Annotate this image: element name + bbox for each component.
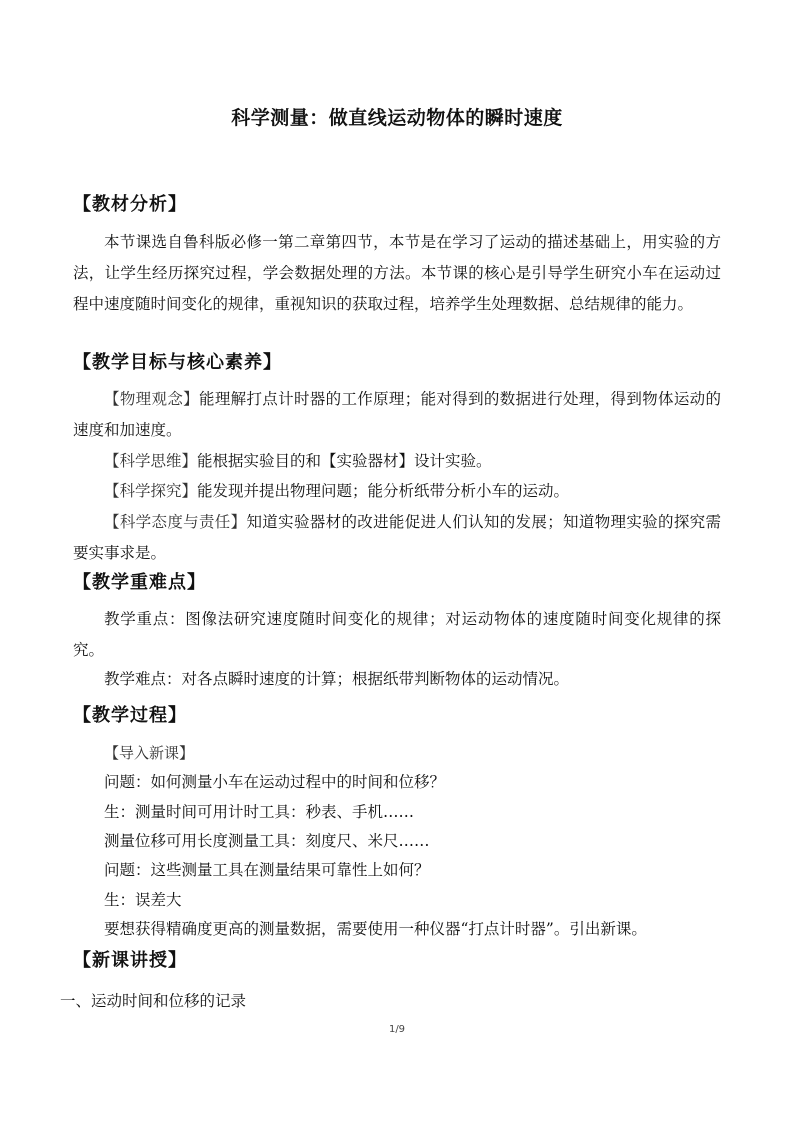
process-line: 问题：如何测量小车在运动过程中的时间和位移？ bbox=[104, 773, 446, 791]
goal-text: 知道实验器材的改进能促进人们认知的发展；知道物理实验的探究需要实事求是。 bbox=[73, 513, 721, 562]
section-heading-material-analysis: 【教材分析】 bbox=[73, 194, 187, 215]
process-line: 问题：这些测量工具在测量结果可靠性上如何？ bbox=[104, 861, 430, 879]
section-heading-new-lesson: 【新课讲授】 bbox=[73, 950, 187, 971]
goal-item-physics-concept bbox=[73, 384, 721, 446]
goal-text: 能根据实验目的和【实验器材】设计实验。 bbox=[197, 452, 492, 470]
goal-item-scientific-attitude bbox=[73, 507, 721, 569]
section-heading-process: 【教学过程】 bbox=[73, 705, 187, 726]
goal-text: 能理解打点计时器的工作原理；能对得到的数据进行处理，得到物体运动的速度和加速度。 bbox=[73, 390, 721, 439]
goal-tag: 【科学态度与责任】 bbox=[104, 513, 247, 531]
section-heading-goals: 【教学目标与核心素养】 bbox=[73, 352, 282, 373]
page-number: 1/9 bbox=[388, 1024, 406, 1035]
process-line: 生：误差大 bbox=[104, 891, 182, 909]
goal-text: 能发现并提出物理问题；能分析纸带分析小车的运动。 bbox=[197, 482, 570, 500]
process-line: 生：测量时间可用计时工具：秒表、手机…… bbox=[104, 803, 415, 821]
goal-tag: 【物理观念】 bbox=[104, 390, 199, 408]
material-analysis-paragraph: 本节课选自鲁科版必修一第二章第四节，本节是在学习了运动的描述基础上，用实验的方法，让学生经历探究过程，学会数据处理的方法。本节课的核心是引导学生研究小车在运动过程中速度随时间变化的规律，重视知识的获取过程，培养学生处理数据、总结规律的能力。 bbox=[73, 233, 721, 313]
teaching-focus: 教学重点：图像法研究速度随时间变化的规律；对运动物体的速度随时间变化规律的探究。 bbox=[73, 610, 721, 659]
subheading-motion-recording: 一、运动时间和位移的记录 bbox=[60, 992, 247, 1010]
intro-label: 【导入新课】 bbox=[104, 744, 195, 762]
goal-item-scientific-thinking bbox=[73, 446, 721, 477]
document-title: 科学测量：做直线运动物体的瞬时速度 bbox=[231, 107, 563, 129]
goal-item-scientific-inquiry bbox=[73, 476, 721, 507]
process-line: 测量位移可用长度测量工具：刻度尺、米尺…… bbox=[104, 832, 430, 850]
goal-tag: 【科学探究】 bbox=[104, 482, 198, 500]
process-line: 要想获得精确度更高的测量数据，需要使用一种仪器“打点计时器”。引出新课。 bbox=[104, 920, 647, 938]
teaching-difficulty: 教学难点：对各点瞬时速度的计算；根据纸带判断物体的运动情况。 bbox=[104, 670, 570, 688]
goal-tag: 【科学思维】 bbox=[104, 452, 198, 470]
section-heading-key-points: 【教学重难点】 bbox=[73, 572, 206, 593]
